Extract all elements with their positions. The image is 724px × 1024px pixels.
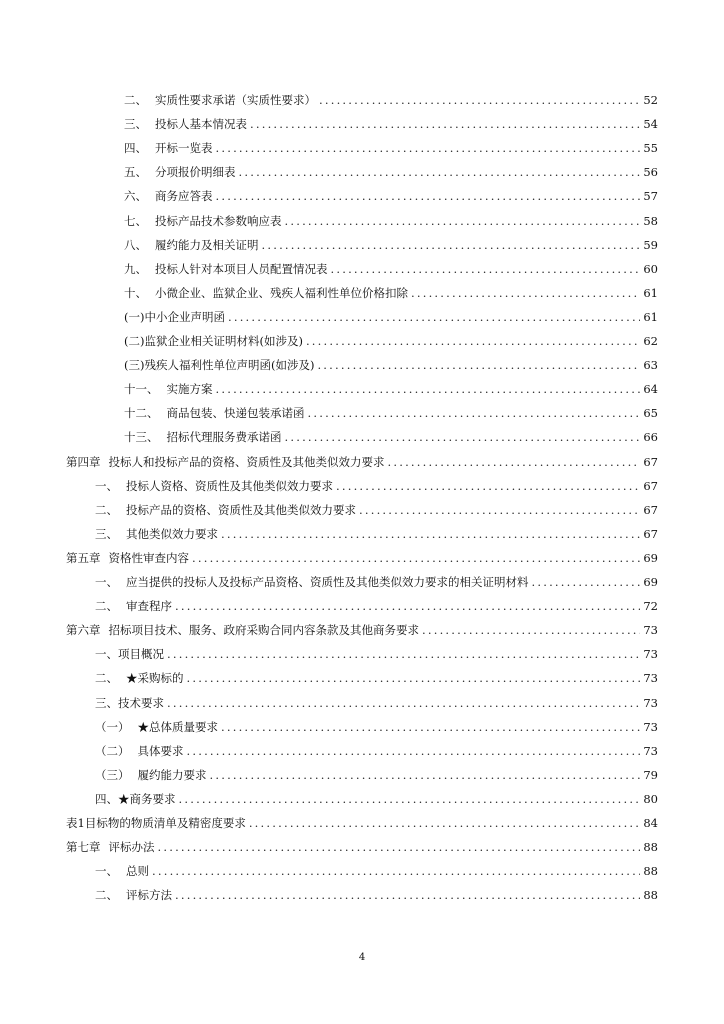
toc-entry[interactable] bbox=[124, 262, 658, 276]
toc-entry-title: 资格性审查内容 bbox=[108, 551, 189, 565]
toc-entry[interactable] bbox=[124, 189, 658, 203]
dot-leader bbox=[167, 696, 640, 710]
dot-leader bbox=[249, 816, 641, 830]
dot-leader bbox=[187, 744, 641, 758]
toc-entry-title: 实施方案 bbox=[166, 382, 213, 396]
dot-leader bbox=[250, 117, 640, 131]
toc-entry-title: 投标产品的资格、资质性及其他类似效力要求 bbox=[126, 503, 356, 517]
toc-entry-page: 73 bbox=[643, 720, 658, 734]
toc-entry[interactable] bbox=[124, 334, 658, 348]
dot-leader bbox=[167, 647, 640, 661]
toc-entry-number: 一、 bbox=[95, 575, 118, 589]
toc-entry-page: 67 bbox=[643, 479, 658, 493]
toc-entry[interactable] bbox=[124, 141, 658, 155]
toc-entry-page: 73 bbox=[643, 696, 658, 710]
toc-entry[interactable] bbox=[124, 93, 658, 107]
toc-entry-page: 56 bbox=[643, 165, 658, 179]
toc-entry-title: 表1目标物的物质清单及精密度要求 bbox=[66, 816, 246, 830]
toc-entry-page: 67 bbox=[643, 527, 658, 541]
toc-entry-title: 其他类似效力要求 bbox=[126, 527, 218, 541]
toc-entry-number: 第六章 bbox=[66, 623, 101, 637]
toc-entry[interactable] bbox=[95, 671, 658, 685]
toc-entry-number: 九、 bbox=[124, 262, 147, 276]
dot-leader bbox=[192, 551, 640, 565]
toc-entry[interactable] bbox=[66, 840, 658, 854]
dot-leader bbox=[152, 864, 640, 878]
toc-entry-title: ★采购标的 bbox=[126, 671, 184, 685]
toc-entry-number: 一、 bbox=[95, 864, 118, 878]
toc-entry-page: 61 bbox=[643, 310, 658, 324]
toc-entry-page: 73 bbox=[643, 623, 658, 637]
toc-entry[interactable] bbox=[95, 696, 658, 710]
toc-entry-number: 十一、 bbox=[124, 382, 159, 396]
toc-entry-number: 二、 bbox=[95, 503, 118, 517]
toc-entry-title: (一)中小企业声明函 bbox=[124, 310, 225, 324]
toc-entry-title: 分项报价明细表 bbox=[155, 165, 236, 179]
toc-entry-page: 79 bbox=[643, 768, 658, 782]
toc-entry-number: 八、 bbox=[124, 238, 147, 252]
toc-entry-page: 73 bbox=[643, 671, 658, 685]
dot-leader bbox=[158, 840, 641, 854]
dot-leader bbox=[532, 575, 641, 589]
dot-leader bbox=[216, 189, 641, 203]
toc-entry-number: 三、 bbox=[95, 527, 118, 541]
toc-entry-number: （一） bbox=[95, 720, 130, 734]
toc-entry[interactable] bbox=[124, 286, 658, 300]
dot-leader bbox=[228, 310, 640, 324]
toc-entry-page: 73 bbox=[643, 647, 658, 661]
toc-entry[interactable] bbox=[95, 864, 658, 878]
toc-entry-title: 小微企业、监狱企业、残疾人福利性单位价格扣除 bbox=[155, 286, 408, 300]
toc-entry[interactable] bbox=[124, 430, 658, 444]
toc-entry[interactable] bbox=[95, 720, 658, 734]
toc-entry-number: 五、 bbox=[124, 165, 147, 179]
toc-entry-number: 六、 bbox=[124, 189, 147, 203]
toc-entry-page: 61 bbox=[643, 286, 658, 300]
toc-entry[interactable] bbox=[124, 165, 658, 179]
toc-entry-number: 四、 bbox=[124, 141, 147, 155]
toc-entry[interactable] bbox=[66, 623, 658, 637]
toc-entry-number: 三、 bbox=[124, 117, 147, 131]
toc-entry[interactable] bbox=[66, 455, 658, 469]
toc-entry-number: 第五章 bbox=[66, 551, 101, 565]
toc-entry-number: 十三、 bbox=[124, 430, 159, 444]
toc-entry-page: 65 bbox=[643, 406, 658, 420]
toc-entry-page: 66 bbox=[643, 430, 658, 444]
dot-leader bbox=[285, 214, 641, 228]
toc-entry-page: 72 bbox=[643, 599, 658, 613]
toc-entry[interactable] bbox=[124, 214, 658, 228]
toc-entry[interactable] bbox=[95, 503, 658, 517]
dot-leader bbox=[331, 262, 641, 276]
toc-entry[interactable] bbox=[95, 792, 658, 806]
dot-leader bbox=[319, 93, 640, 107]
toc-entry-number: （三） bbox=[95, 768, 130, 782]
toc-entry[interactable] bbox=[95, 647, 658, 661]
dot-leader bbox=[262, 238, 641, 252]
toc-entry-number: 二、 bbox=[95, 599, 118, 613]
toc-entry[interactable] bbox=[95, 599, 658, 613]
dot-leader bbox=[175, 599, 640, 613]
toc-entry-page: 64 bbox=[643, 382, 658, 396]
toc-entry-page: 73 bbox=[643, 744, 658, 758]
toc-entry-page: 55 bbox=[643, 141, 658, 155]
toc-entry-page: 88 bbox=[643, 840, 658, 854]
dot-leader bbox=[239, 165, 641, 179]
toc-entry[interactable] bbox=[95, 888, 658, 902]
dot-leader bbox=[306, 334, 640, 348]
toc-entry[interactable] bbox=[66, 551, 658, 565]
toc-entry-page: 69 bbox=[643, 575, 658, 589]
toc-entry[interactable] bbox=[124, 310, 658, 324]
dot-leader bbox=[179, 792, 641, 806]
toc-entry-page: 58 bbox=[643, 214, 658, 228]
toc-entry-page: 62 bbox=[643, 334, 658, 348]
dot-leader bbox=[422, 623, 640, 637]
toc-entry-page: 67 bbox=[643, 455, 658, 469]
toc-entry-title: 商品包装、快递包装承诺函 bbox=[166, 406, 305, 420]
toc-entry[interactable] bbox=[66, 816, 658, 830]
toc-entry-page: 54 bbox=[643, 117, 658, 131]
dot-leader bbox=[216, 382, 641, 396]
toc-entry-title: 投标产品技术参数响应表 bbox=[155, 214, 282, 228]
toc-entry-title: 招标代理服务费承诺函 bbox=[166, 430, 282, 444]
toc-entry-number: 二、 bbox=[95, 671, 118, 685]
toc-entry[interactable] bbox=[124, 358, 658, 372]
toc-entry-number: 七、 bbox=[124, 214, 147, 228]
toc-entry-page: 88 bbox=[643, 864, 658, 878]
toc-entry-page: 67 bbox=[643, 503, 658, 517]
dot-leader bbox=[285, 430, 641, 444]
toc-entry-number: （二） bbox=[95, 744, 130, 758]
dot-leader bbox=[388, 455, 641, 469]
toc-entry-title: 招标项目技术、服务、政府采购合同内容条款及其他商务要求 bbox=[108, 623, 419, 637]
toc-entry[interactable] bbox=[124, 406, 658, 420]
toc-entry[interactable] bbox=[95, 744, 658, 758]
toc-entry-title: 评标方法 bbox=[126, 888, 172, 902]
dot-leader bbox=[221, 720, 640, 734]
toc-entry[interactable] bbox=[95, 575, 658, 589]
toc-entry-number: 第四章 bbox=[66, 455, 101, 469]
dot-leader bbox=[187, 671, 641, 685]
toc-entry[interactable] bbox=[124, 382, 658, 396]
toc-entry-title: 履约能力及相关证明 bbox=[155, 238, 259, 252]
toc-entry-number: 二、 bbox=[124, 93, 147, 107]
toc-entry-title: 三、技术要求 bbox=[95, 696, 164, 710]
toc-entry[interactable] bbox=[95, 479, 658, 493]
toc-entry-number: 十、 bbox=[124, 286, 147, 300]
toc-entry-page: 60 bbox=[643, 262, 658, 276]
toc-entry-title: 应当提供的投标人及投标产品资格、资质性及其他类似效力要求的相关证明材料 bbox=[126, 575, 529, 589]
toc-entry-title: ★总体质量要求 bbox=[137, 720, 218, 734]
toc-entry-title: 一、项目概况 bbox=[95, 647, 164, 661]
toc-entry-page: 59 bbox=[643, 238, 658, 252]
toc-entry-title: 投标人基本情况表 bbox=[155, 117, 247, 131]
toc-entry-number: 一、 bbox=[95, 479, 118, 493]
dot-leader bbox=[359, 503, 640, 517]
toc-entry-number: 二、 bbox=[95, 888, 118, 902]
toc-entry-title: 四、★商务要求 bbox=[95, 792, 176, 806]
dot-leader bbox=[221, 527, 640, 541]
toc-entry-title: 投标人针对本项目人员配置情况表 bbox=[155, 262, 328, 276]
toc-entry-title: 投标人资格、资质性及其他类似效力要求 bbox=[126, 479, 333, 493]
toc-entry-title: 实质性要求承诺（实质性要求） bbox=[155, 93, 316, 107]
toc-entry-title: (二)监狱企业相关证明材料(如涉及) bbox=[124, 334, 303, 348]
toc-entry-number: 第七章 bbox=[66, 840, 101, 854]
toc-entry-page: 57 bbox=[643, 189, 658, 203]
toc-entry-page: 88 bbox=[643, 888, 658, 902]
toc-entry-title: (三)残疾人福利性单位声明函(如涉及) bbox=[124, 358, 315, 372]
toc-entry-title: 评标办法 bbox=[108, 840, 155, 854]
toc-entry[interactable] bbox=[95, 768, 658, 782]
toc-entry[interactable] bbox=[124, 117, 658, 131]
dot-leader bbox=[210, 768, 641, 782]
toc-entry-title: 开标一览表 bbox=[155, 141, 213, 155]
toc-entry-page: 69 bbox=[643, 551, 658, 565]
toc-entry-page: 52 bbox=[643, 93, 658, 107]
dot-leader bbox=[411, 286, 640, 300]
toc-entry-title: 具体要求 bbox=[137, 744, 184, 758]
toc-entry-page: 84 bbox=[643, 816, 658, 830]
toc-entry[interactable] bbox=[124, 238, 658, 252]
toc-entry-number: 十二、 bbox=[124, 406, 159, 420]
dot-leader bbox=[336, 479, 640, 493]
dot-leader bbox=[216, 141, 641, 155]
toc-entry-title: 商务应答表 bbox=[155, 189, 213, 203]
toc-entry-title: 投标人和投标产品的资格、资质性及其他类似效力要求 bbox=[108, 455, 385, 469]
toc-entry-title: 总则 bbox=[126, 864, 149, 878]
dot-leader bbox=[175, 888, 640, 902]
toc-entry-title: 履约能力要求 bbox=[137, 768, 207, 782]
page-number: 4 bbox=[358, 952, 366, 963]
dot-leader bbox=[317, 358, 640, 372]
dot-leader bbox=[308, 406, 641, 420]
toc-entry-page: 80 bbox=[643, 792, 658, 806]
toc-entry[interactable] bbox=[95, 527, 658, 541]
toc-entry-page: 63 bbox=[643, 358, 658, 372]
toc-entry-title: 审查程序 bbox=[126, 599, 172, 613]
